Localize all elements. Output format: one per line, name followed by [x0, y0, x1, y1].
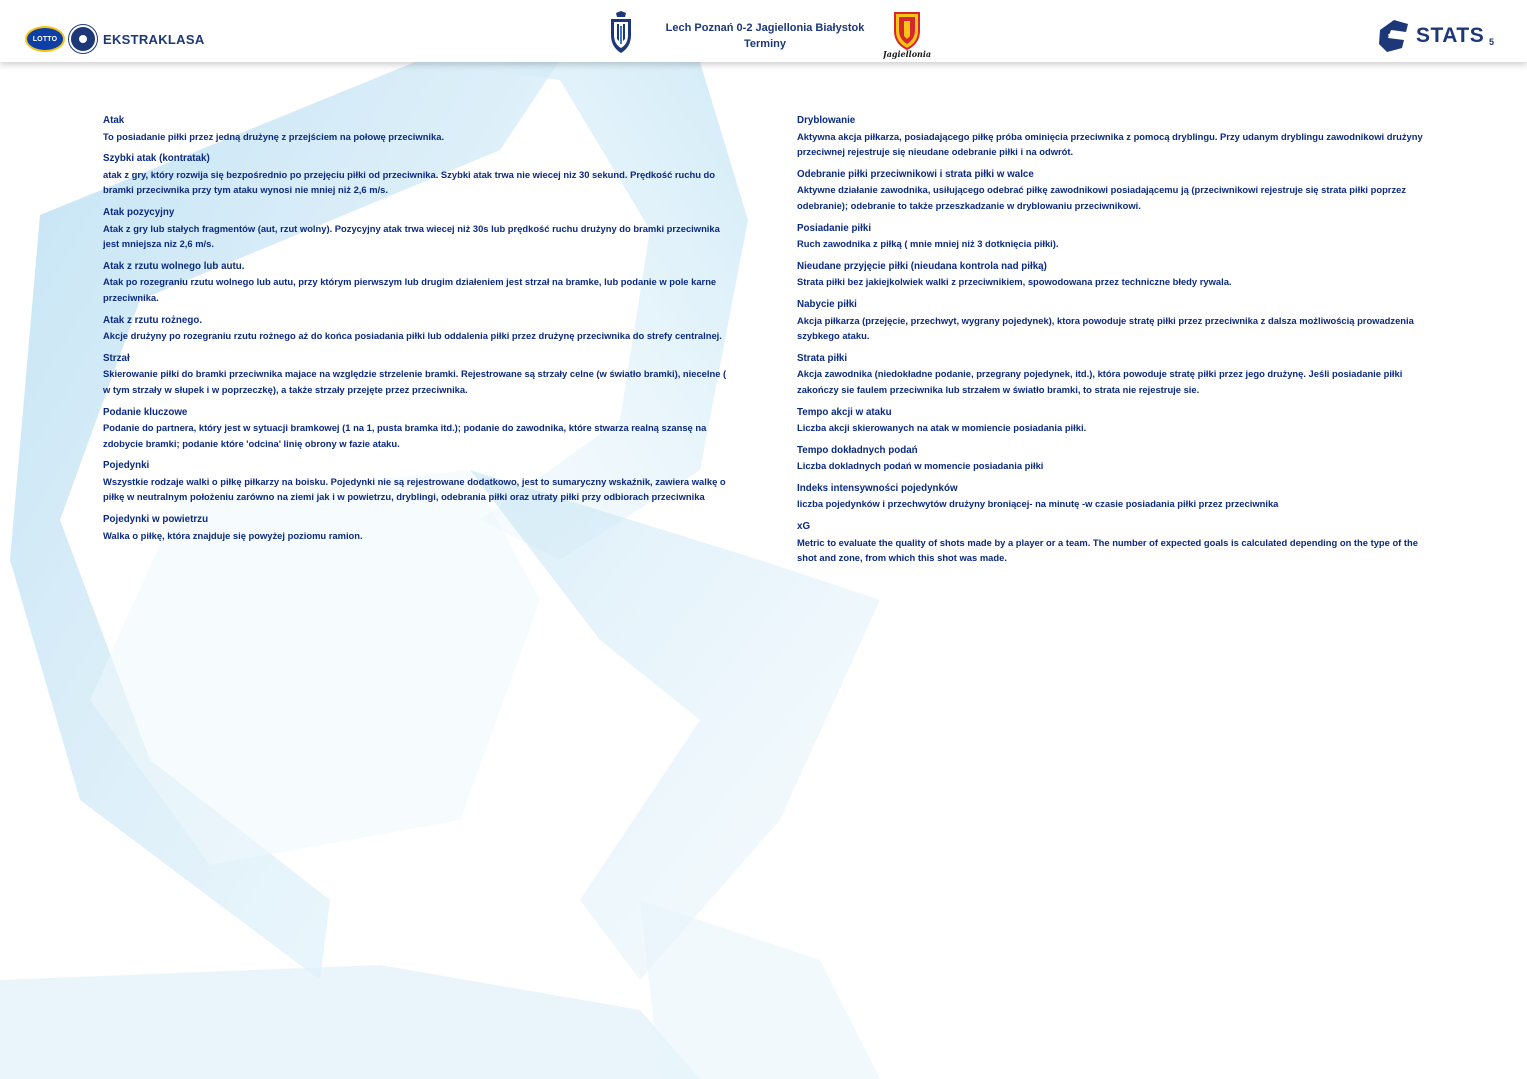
term-title: Atak z rzutu rożnego. — [103, 314, 203, 326]
ekstraklasa-e-logo-icon — [1377, 18, 1411, 54]
term-title: Strzał — [103, 352, 130, 364]
jagiellonia-script: Jagiellonia — [883, 49, 931, 59]
term-title: Strata piłki — [797, 352, 848, 364]
ekstraklasa-logo — [25, 24, 205, 54]
term-definition: Metric to evaluate the quality of shots made by a player or a team. The number of expected goals is calculated depending on the type of the shot and zone, from which this shot was made. — [797, 536, 1418, 564]
term-definition: Wszystkie rodzaje walki o piłkę piłkarzy na boisku. Pojedynki nie są rejestrowane dodatkowo, jest to sumaryczny wskaźnik, zawiera walkę o piłkę w neutralnym położeniu zarówno na ziemi jak i w powietrzu, dryblingi, odebrania piłki oraz utraty piłki przy odbiorach przeciwnika — [103, 475, 726, 503]
term-definition: Aktywne działanie zawodnika, usiłującego odebrać piłkę zawodnikowi posiadającemu ją (przeciwnikowi rejestruje się strata piłki poprzez odebranie); odebranie to także przeszkadzanie w dryblowaniu przeciwnikowi. — [797, 184, 1407, 211]
term-title: Nabycie piłki — [797, 298, 857, 310]
term-title: Pojedynki — [103, 460, 150, 472]
term-definition: Strata piłki bez jakiejkolwiek walki z przeciwnikiem, spowodowana przez techniczne błedy rywala. — [797, 276, 1232, 288]
term-entry — [797, 113, 1427, 160]
watermark-shape-lower-right — [640, 900, 880, 1079]
term-definition: Skierowanie piłki do bramki przeciwnika majace na względzie strzelenie bramki. Rejestrowane są strzały celne (w światło bramki), niecelne ( w tym strzały w słupek i w poprzeczkę), a także strzały przejęte przez przeciwnika. — [103, 368, 727, 395]
term-definition: Aktywna akcja piłkarza, posiadającego piłkę próba ominięcia przeciwnika z pomocą dryblingu. Przy udanym dryblingu zawodnikowi drużyny przeciwnej rejestruje się nieudane odebranie piłki i na odwrót. — [797, 130, 1423, 158]
term-title: Tempo akcji w ataku — [797, 406, 892, 418]
football-icon — [69, 25, 97, 53]
lotto-logo: LOTTO — [25, 26, 65, 52]
term-title: xG — [797, 521, 811, 533]
match-title: Lech Poznań 0-2 Jagiellonia Białystok — [665, 22, 865, 34]
page-subtitle: Terminy — [744, 38, 786, 50]
term-entry — [103, 113, 733, 144]
glossary-right-column — [797, 113, 1427, 573]
jagiellonia-crest-icon — [883, 11, 931, 59]
term-definition: Liczba akcji skierowanych na atak w momiencie posiadania piłki. — [797, 422, 1087, 434]
term-entry — [797, 259, 1427, 290]
watermark-shape-lower — [0, 965, 700, 1079]
term-definition: Akcja piłkarza (przejęcie, przechwyt, wygrany pojedynek), ktora powoduje stratę piłki przez przeciwnika z dalsza możliwością prowadzenia szybkego ataku. — [797, 314, 1414, 342]
term-entry — [797, 297, 1427, 344]
glossary-left-column — [103, 113, 733, 550]
match-info — [610, 8, 930, 60]
term-entry — [103, 313, 733, 344]
term-title: Szybki atak (kontratak) — [103, 153, 210, 165]
term-definition: Akcja zawodnika (niedokładne podanie, przegrany pojedynek, itd.), która powoduje stratę piłki przez jego drużynę. Jeśli posiadanie piłki zakończy sie faulem przeciwnika lub strzałem w światło bramki, to strata nie rejestruje sie. — [797, 368, 1403, 395]
term-title: Posiadanie piłki — [797, 222, 872, 234]
term-definition: atak z gry, który rozwija się bezpośrednio po przejęciu piłki od przeciwnika. Szybki atak trwa nie wiecej niz 30 sekund. Prędkość ruchu do bramki przeciwnika przy tym ataku wynosi nie mniej niż 2,6 m/s. — [103, 168, 715, 196]
term-entry — [103, 405, 733, 452]
term-title: Atak z rzutu wolnego lub autu. — [103, 260, 245, 272]
term-title: Podanie kluczowe — [103, 406, 188, 418]
term-title: Atak pozycyjny — [103, 206, 175, 218]
term-entry — [103, 205, 733, 252]
term-title: Dryblowanie — [797, 115, 856, 126]
page-header — [0, 0, 1527, 62]
term-entry — [797, 481, 1427, 512]
term-title: Tempo dokładnych podań — [797, 444, 918, 456]
lech-poznan-crest-icon — [610, 11, 632, 53]
term-title: Odebranie piłki przeciwnikowi i strata piłki w walce — [797, 168, 1034, 180]
term-title: Indeks intensywności pojedynków — [797, 482, 958, 494]
term-entry — [797, 221, 1427, 252]
term-definition: Akcje drużyny po rozegraniu rzutu rożnego aż do końca posiadania piłki lub oddalenia piłki przez drużynę przeciwnika do strefy centralnej. — [103, 330, 722, 342]
term-entry — [103, 351, 733, 398]
term-entry — [103, 512, 733, 543]
term-title: Nieudane przyjęcie piłki (nieudana kontrola nad piłką) — [797, 260, 1047, 272]
term-definition: Liczba dokladnych podań w momencie posiadania piłki — [797, 460, 1044, 472]
term-entry — [797, 351, 1427, 398]
term-entry — [103, 151, 733, 198]
term-entry — [103, 458, 733, 505]
stats-label: STATS — [1416, 24, 1485, 47]
term-entry — [797, 443, 1427, 474]
term-definition: Atak z gry lub stałych fragmentów (aut, rzut wolny). Pozycyjny atak trwa wiecej niż 30s lub prędkość ruchu drużyny do bramki przeciwnika jest mniejsza niz 2,6 m/s. — [103, 222, 720, 250]
term-title: Pojedynki w powietrzu — [103, 514, 209, 526]
league-name: EKSTRAKLASA — [103, 31, 205, 47]
term-entry — [797, 167, 1427, 214]
term-entry — [103, 259, 733, 306]
term-definition: liczba pojedynków i przechwytów drużyny broniącej- na minutę -w czasie posiadania piłki przez przeciwnika — [797, 498, 1279, 510]
stats-logo — [1377, 18, 1484, 54]
term-entry — [797, 405, 1427, 436]
page-number: 5 — [1489, 37, 1495, 47]
term-definition: To posiadanie piłki przez jedną drużynę z przejściem na połowę przeciwnika. — [103, 130, 445, 142]
term-definition: Ruch zawodnika z piłką ( mnie mniej niż 3 dotknięcia piłki). — [797, 238, 1059, 250]
term-entry — [797, 519, 1427, 566]
term-title: Atak — [103, 115, 125, 126]
term-definition: Walka o piłkę, która znajduje się powyżej poziomu ramion. — [103, 529, 363, 541]
term-definition: Atak po rozegraniu rzutu wolnego lub autu, przy którym pierwszym lub drugim działeniem jest strzał na bramke, lub podanie w pole karne przeciwnika. — [103, 276, 717, 303]
term-definition: Podanie do partnera, który jest w sytuacji bramkowej (1 na 1, pusta bramka itd.); podanie do zawodnika, które stwarza realną szansę na zdobycie bramki; podanie które 'odcina' linię obrony w fazie ataku. — [103, 422, 707, 449]
